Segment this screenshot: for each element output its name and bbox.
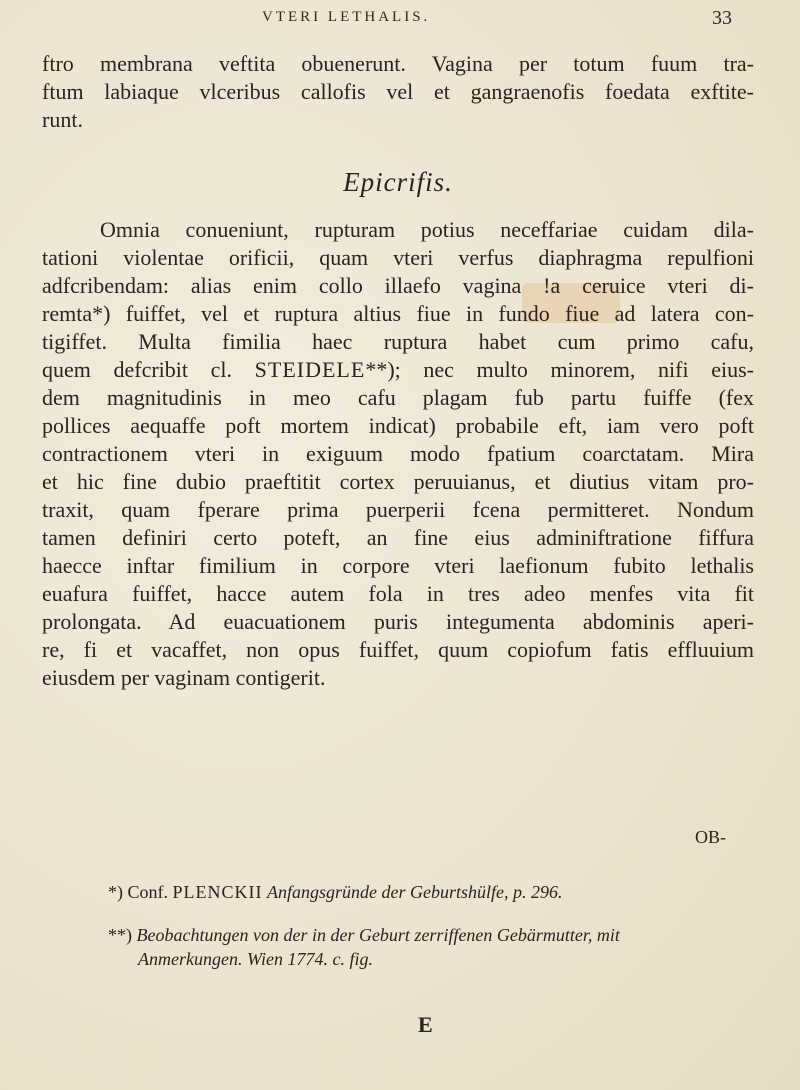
footnotes bbox=[108, 880, 758, 971]
text-line: remta*) fuiffet, vel et ruptura altius fiue in fundo fiue ad latera con- bbox=[42, 301, 754, 326]
footnote-1 bbox=[108, 880, 758, 904]
footnote-prefix: Conf. bbox=[127, 882, 168, 902]
footnote-author: PLENCKII bbox=[172, 882, 263, 902]
text-line: prolongata. Ad euacuationem puris integumenta abdominis aperi- bbox=[42, 609, 754, 634]
text-fragment: quem defcribit cl. bbox=[42, 357, 233, 382]
text-line: traxit, quam fperare prima puerperii fcena permitteret. Nondum bbox=[42, 497, 754, 522]
text-line: tationi violentae orificii, quam vteri verfus diaphragma repulfioni bbox=[42, 245, 754, 270]
text-line: Omnia conueniunt, rupturam potius neceffariae cuidam dila- bbox=[100, 217, 754, 242]
signature-mark: E bbox=[418, 1012, 433, 1037]
text-line: adfcribendam: alias enim collo illaefo vagina !a ceruice vteri di- bbox=[42, 273, 754, 298]
text-line: haecce inftar fimilium in corpore vteri laefionum fubito lethalis bbox=[42, 553, 754, 578]
body-text bbox=[42, 50, 754, 692]
author-name: STEIDELE bbox=[254, 357, 366, 382]
text-line: dem magnitudinis in meo cafu plagam fub partu fuiffe (fex bbox=[42, 385, 754, 410]
footnote-text: Beobachtungen von der in der Geburt zerriffenen Gebärmutter, mit bbox=[136, 925, 620, 945]
text-line: runt. bbox=[42, 107, 83, 132]
text-line: euafura fuiffet, hacce autem fola in tres adeo menfes vita fit bbox=[42, 581, 754, 606]
text-line: tigiffet. Multa fimilia haec ruptura habet cum primo cafu, bbox=[42, 329, 754, 354]
running-title: VTERI LETHALIS. bbox=[262, 9, 431, 25]
footnote-2 bbox=[108, 923, 758, 971]
text-line: tamen definiri certo poteft, an fine eius adminiftratione fiffura bbox=[42, 525, 754, 550]
text-line: ftum labiaque vlceribus callofis vel et gangraenofis foedata exftite- bbox=[42, 79, 754, 104]
text-line: re, fi et vacaffet, non opus fuiffet, quum copiofum fatis effluuium bbox=[42, 637, 754, 662]
page-number: 33 bbox=[712, 7, 732, 29]
footnote-text-continued: Anmerkungen. Wien 1774. c. fig. bbox=[138, 949, 373, 969]
text-line: eiusdem per vaginam contigerit. bbox=[42, 665, 326, 690]
footnote-marker: **) bbox=[108, 925, 132, 945]
footnote-title: Anfangsgründe der Geburtshülfe, p. 296. bbox=[267, 882, 563, 902]
catchword: OB- bbox=[695, 827, 726, 847]
running-head bbox=[0, 5, 800, 35]
section-heading: Epicrifis. bbox=[343, 167, 453, 197]
text-line: contractionem vteri in exiguum modo fpatium coarctatam. Mira bbox=[42, 441, 754, 466]
text-line bbox=[42, 356, 754, 384]
text-line: ftro membrana veftita obuenerunt. Vagina per totum fuum tra- bbox=[42, 51, 754, 76]
footnote-marker: *) bbox=[108, 882, 123, 902]
text-fragment: **); nec multo minorem, nifi eius- bbox=[365, 357, 754, 382]
text-line: pollices aequaffe poft mortem indicat) probabile eft, iam vero poft bbox=[42, 413, 754, 438]
text-line: et hic fine dubio praeftitit cortex peruuianus, et diutius vitam pro- bbox=[42, 469, 754, 494]
